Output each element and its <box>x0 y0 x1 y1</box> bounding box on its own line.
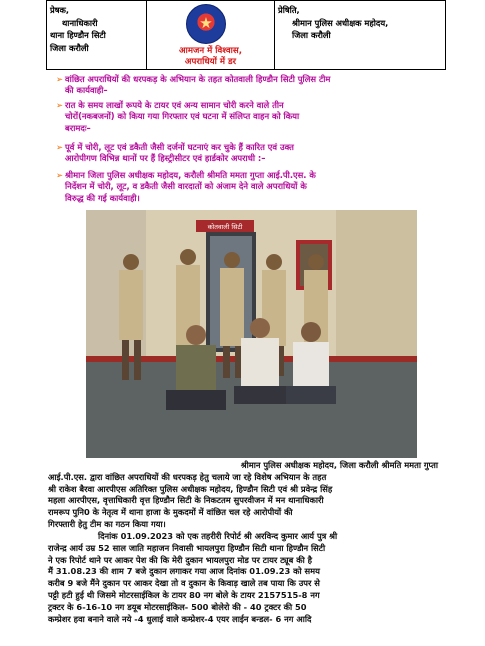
motto-line: आमजन में विश्वास, <box>179 46 242 56</box>
bullet-line: विरुद्ध की गई कार्यवाही। <box>65 192 140 203</box>
sender-block <box>47 1 147 69</box>
paragraph-2 <box>48 531 444 625</box>
para-line: ने एक रिपोर्ट थाने पर आकर पेश की कि मेरी दुकान भायलपुरा मोड पर टायर ट्यूब की है <box>48 554 313 565</box>
para-line: मैं 31.08.23 की शाम 7 बजे दुकान लगाकर गया आज दिनांक 01.09.23 को समय <box>48 566 320 577</box>
emblem-block <box>147 1 275 69</box>
para-line: करीब 9 बजे मैंने दुकान पर आकर देखा तो व दुकान के किवाड़ खाले तब पाया कि उपर से <box>48 578 320 589</box>
bullet-line: रात के समय लाखों रूपये के टायर एवं अन्य सामान चोरी करने वाले तीन <box>65 100 284 110</box>
arrow-bullet-icon: ➢ <box>56 170 64 180</box>
recipient-block <box>275 1 445 69</box>
bullet-item <box>56 74 448 97</box>
bullet-item <box>56 170 448 204</box>
para-line: राजेन्द्र आर्य उम्र 52 साल जाति महाजन निवासी भायलपुरा हिण्डौन सिटी थाना हिण्डौन सिटी <box>48 542 326 553</box>
para-line: दिनांक 01.09.2023 को एक तहरीरी रिपोर्ट श्री अरविन्द कुमार आर्य पुत्र श्री <box>98 531 338 541</box>
arrow-bullet-icon: ➢ <box>56 100 64 110</box>
recipient-line: श्रीमान पुलिस अधीक्षक महोदय, <box>292 17 389 28</box>
sender-line: प्रेषक, <box>50 5 70 15</box>
para-line: पट्टी हटी हुई थी जिसमे मोटरसाईकिल के टायर 80 नग बोले के टायर 2157515-8 नग <box>48 589 320 600</box>
para-line: गिरफ्तारी हेतु टीम का गठन किया गया। <box>48 518 166 529</box>
letter-header <box>46 0 446 70</box>
bullet-line: आरोपीगण विभिन्न थानों पर हैं हिस्ट्रीसीटर एवं हार्डकोर अपराधी :– <box>65 153 266 164</box>
arrow-bullet-icon: ➢ <box>56 142 64 152</box>
bullet-line: बरामदः– <box>65 122 91 133</box>
para-line: कम्प्रेशर हवा बनाने वाले नये -4 धुलाई वाले कम्प्रेशर-4 एयर लाईन बन्डल- 6 नग आदि <box>48 613 312 624</box>
rajasthan-police-logo-icon: ★ <box>186 4 226 44</box>
bullet-item <box>56 142 448 165</box>
station-sign: कोतवाली सिटी <box>207 223 243 231</box>
arrow-bullet-icon: ➢ <box>56 74 64 84</box>
sender-line: थानाधिकारी <box>62 17 98 28</box>
recipient-line: जिला करौली <box>292 30 331 40</box>
police-motto <box>147 46 274 68</box>
bullet-line: पूर्व में चोरी, लूट एवं डकैती जैसी दर्जनों घटनाएं कर चुके हैं कारित एवं उक्त <box>65 142 294 152</box>
bullet-line: निर्देशन में चोरी, लूट, व डकैती जैसी वारदातों को अंजाम देने वाले अपराधियों के <box>65 181 307 192</box>
sender-line: जिला करौली <box>50 42 89 53</box>
para-line: महला आरपीएस, वृत्ताधिकारी वृत्त हिण्डौन सिटी के निकटतम सुपरवीजन में मन थानाधिकारी <box>48 495 324 506</box>
sender-line: थाना हिण्डौन सिटी <box>50 30 106 40</box>
arrest-photo <box>86 210 417 458</box>
bullet-line: की कार्यवाही– <box>65 85 108 96</box>
motto-line: अपराधियों में डर <box>184 57 237 67</box>
bullet-item <box>56 100 448 134</box>
para-line: श्री राकेश बैरवा आरपीएस अतिरिक्त पुलिस अधीक्षक महोदय, हिण्डौन सिटी एवं श्री प्रवेन्द्र सिंह <box>48 483 333 494</box>
recipient-line: प्रेषिति, <box>278 5 300 15</box>
para-line: आई.पी.एस. द्वारा वांछित अपराधियों की धरपकड़ हेतु चलाये जा रहे विशेष अभियान के तहत <box>48 471 327 482</box>
bullet-line: श्रीमान जिला पुलिस अधीक्षक महोदय, करौली श्रीमति ममता गुप्ता आई.पी.एस. के <box>65 170 316 180</box>
bullet-line: चोरों(नकबजनों) को किया गया गिरफ्तार एवं घटना में संलिप्त वाहन को किया <box>65 111 300 122</box>
para-line: श्रीमान पुलिस अधीक्षक महोदय, जिला करौली श्रीमति ममता गुप्ता <box>240 460 438 470</box>
para-line: ट्रक्टर के 6-16-10 नग डयूब मोटरसाईकिल- 500 बोलेरो की - 40 ट्रक्टर की 50 <box>48 601 307 612</box>
para-line: रामरूप पुनि0 के नेतृत्व में थाना हाजा के मुकदमों में वांछित चल रहे आरोपीयों की <box>48 507 293 518</box>
bullet-line: वांछित अपराधियों की धरपकड़ के अभियान के तहत कोतवाली हिण्डौन सिटी पुलिस टीम <box>65 74 331 84</box>
paragraph-1 <box>48 460 444 531</box>
